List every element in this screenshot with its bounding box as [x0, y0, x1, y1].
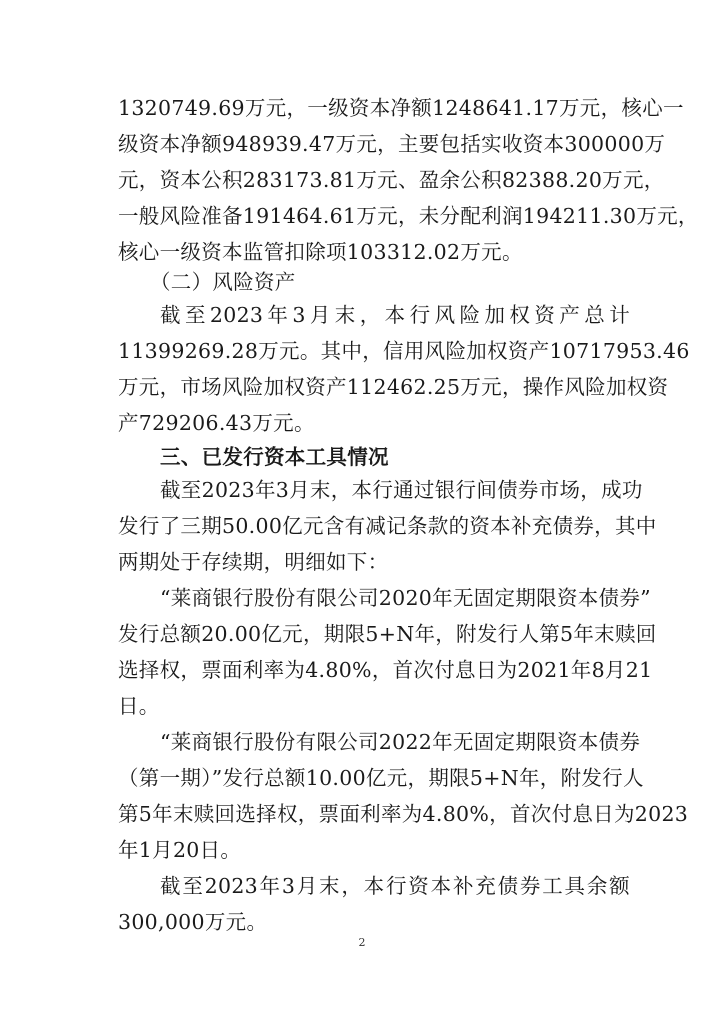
paragraph-line: 年1月20日。 — [118, 838, 242, 862]
paragraph-line: 元，资本公积283173.81万元、盈余公积82388.20万元， — [118, 168, 665, 192]
paragraph-line: 发行了三期50.00亿元含有减记条款的资本补充债券，其中 — [118, 514, 657, 538]
paragraph-line: 1320749.69万元，一级资本净额1248641.17万元，核心一 — [118, 96, 684, 120]
paragraph-line: “莱商银行股份有限公司2022年无固定期限资本债券 — [160, 730, 641, 754]
paragraph-line: 11399269.28万元。其中，信用风险加权资产10717953.46 — [118, 339, 690, 363]
paragraph-line: 截至2023年3月末，本行通过银行间债券市场，成功 — [160, 478, 643, 502]
section-subheading: （二）风险资产 — [150, 270, 296, 294]
paragraph-line: 截至2023年3月末，本行风险加权资产总计 — [160, 303, 630, 327]
paragraph-line: 两期处于存续期，明细如下： — [118, 550, 389, 574]
paragraph-line: 日。 — [118, 694, 160, 718]
paragraph-line: 级资本净额948939.47万元，主要包括实收资本300000万 — [118, 132, 666, 156]
paragraph-line: 选择权，票面利率为4.80%，首次付息日为2021年8月21 — [118, 658, 653, 682]
section-heading: 三、已发行资本工具情况 — [160, 445, 389, 469]
paragraph-line: 一般风险准备191464.61万元，未分配利润194211.30万元， — [118, 204, 699, 228]
paragraph-line: 核心一级资本监管扣除项103312.02万元。 — [118, 240, 523, 264]
paragraph-line: （第一期）”发行总额10.00亿元，期限5+N年，附发行人 — [118, 766, 644, 790]
paragraph-line: 截至2023年3月末，本行资本补充债券工具余额 — [160, 874, 630, 898]
paragraph-line: 万元，市场风险加权资产112462.25万元，操作风险加权资 — [118, 375, 669, 399]
page-number: 2 — [358, 936, 366, 949]
paragraph-line: 产729206.43万元。 — [118, 411, 315, 435]
paragraph-line: 300,000万元。 — [118, 910, 268, 934]
paragraph-line: 第5年末赎回选择权，票面利率为4.80%，首次付息日为2023 — [118, 802, 689, 826]
paragraph-line: 发行总额20.00亿元，期限5+N年，附发行人第5年末赎回 — [118, 622, 657, 646]
paragraph-line: “莱商银行股份有限公司2020年无固定期限资本债券” — [160, 586, 651, 610]
